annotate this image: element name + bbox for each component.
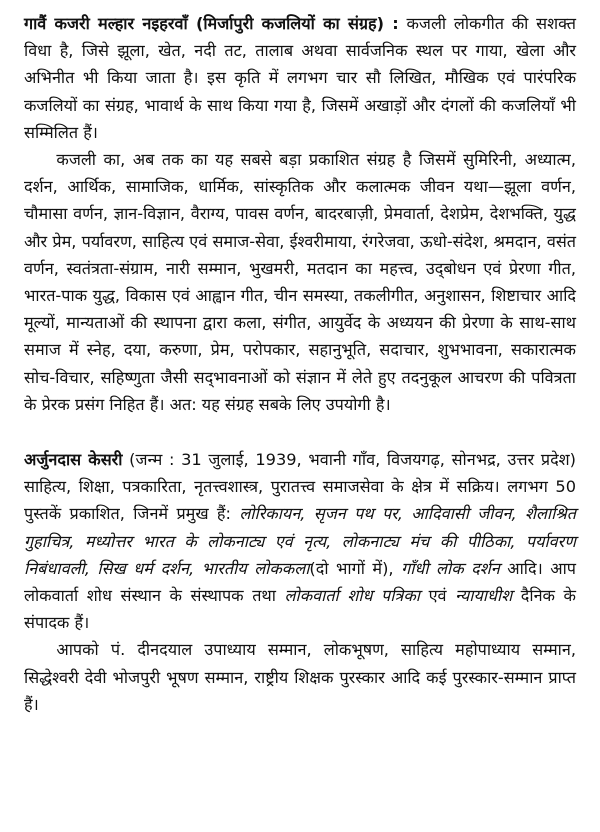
journal-name: लोकवार्ता शोध पत्रिका	[284, 586, 420, 606]
author-work-last: गाँधी लोक दर्शन	[393, 558, 500, 578]
author-bio-text-c: एवं	[420, 586, 456, 606]
author-awards-paragraph: आपको पं. दीनदयाल उपाध्याय सम्मान, लोकभूषण, साहित्य महोपाध्याय सम्मान, सिद्धेश्वरी देवी भोजपुरी भूषण सम्मान, राष्ट्रीय शिक्षक पुरस्कार आदि कई पुरस्कार-सम्मान प्राप्त हैं।	[24, 640, 576, 714]
book-title: गावैं कजरी मल्हार नइहरवाँ (मिर्जापुरी कजलियों का संग्रह) :	[24, 14, 399, 33]
newspaper-name: न्यायाधीश	[455, 586, 513, 606]
author-bio-text-b: आदि। आप लोकवार्ता शोध संस्थान के संस्थापक तथा	[24, 558, 576, 606]
author-bio-text-a: (जन्म : 31 जुलाई, 1939, भवानी गाँव, विजयगढ़, सोनभद्र, उत्तर प्रदेश) साहित्य, शिक्षा, पत्रकारिता, नृतत्त्वशास्त्र, पुरातत्त्व समाजसेवा के क्षेत्र में सक्रिय। लगभग 50 पुस्तकें प्रकाशित, जिनमें प्रमुख हैं:	[24, 450, 576, 524]
author-works-note: (दो भागों में),	[309, 558, 394, 578]
kajri-intro-text: कजली लोकगीत की सशक्त विधा है, जिसे झूला, खेत, नदी तट, तालाब अथवा सार्वजनिक स्थल पर गाया, खेला और अभिनीत भी किया जाता है। इस कृति में लगभग चार सौ लिखित, मौखिक एवं पारंपरिक कजलियों का संग्रह, भावार्थ के साथ किया गया है, जिसमें अखाड़ों और दंगलों की कजलियाँ भी सम्मिलित हैं।	[24, 14, 576, 142]
author-name: अर्जुनदास केसरी	[24, 450, 123, 470]
author-works-list: लोरिकायन, सृजन पथ पर, आदिवासी जीवन, शैलाश्रित गुहाचित्र, मध्योत्तर भारत के लोकनाट्य एवं नृत्य, लोकनाट्य मंच की पीठिका, पर्यावरण निबंधावली, सिख धर्म दर्शन, भारतीय लोककला	[24, 504, 576, 578]
kajri-intro-paragraph	[24, 10, 576, 146]
author-bio-text-d: दैनिक के संपादक हैं।	[24, 586, 576, 633]
author-bio-paragraph	[24, 446, 576, 636]
kajri-collection-paragraph: कजली का, अब तक का यह सबसे बड़ा प्रकाशित संग्रह है जिसमें सुमिरिनी, अध्यात्म, दर्शन, आर्थिक, सामाजिक, धार्मिक, सांस्कृतिक और कलात्मक जीवन यथा—झूला वर्णन, चौमासा वर्णन, ज्ञान-विज्ञान, वैराग्य, पावस वर्णन, बादरबाज़ी, प्रेमवार्ता, देशप्रेम, देशभक्ति, युद्ध और प्रेम, पर्यावरण, साहित्य एवं समाज-सेवा, ईश्वरीमाया, रंगरेजवा, ऊधो-संदेश, श्रमदान, वसंत वर्णन, स्वतंत्रता-संग्राम, नारी सम्मान, भुखमरी, मतदान का महत्त्व, उद्‌बोधन एवं प्रेरणा गीत, भारत-पाक युद्ध, विकास एवं आह्वान गीत, चीन समस्या, तकलीगीत, अनुशासन, शिष्टाचार आदि मूल्यों, मान्यताओं की स्थापना द्वारा कला, संगीत, आयुर्वेद के अध्ययन की प्रेरणा के साथ-साथ समाज में स्नेह, दया, करुणा, प्रेम, परोपकार, सहानुभूति, सदाचार, शुभभावना, सकारात्मक सोच-विचार, सहिष्णुता जैसी सद्‌भावनाओं को संज्ञान में लेते हुए तदनुकूल आचरण की पवित्रता के प्रेरक प्रसंग निहित हैं। अत: यह संग्रह सबके लिए उपयोगी है।	[24, 150, 576, 414]
